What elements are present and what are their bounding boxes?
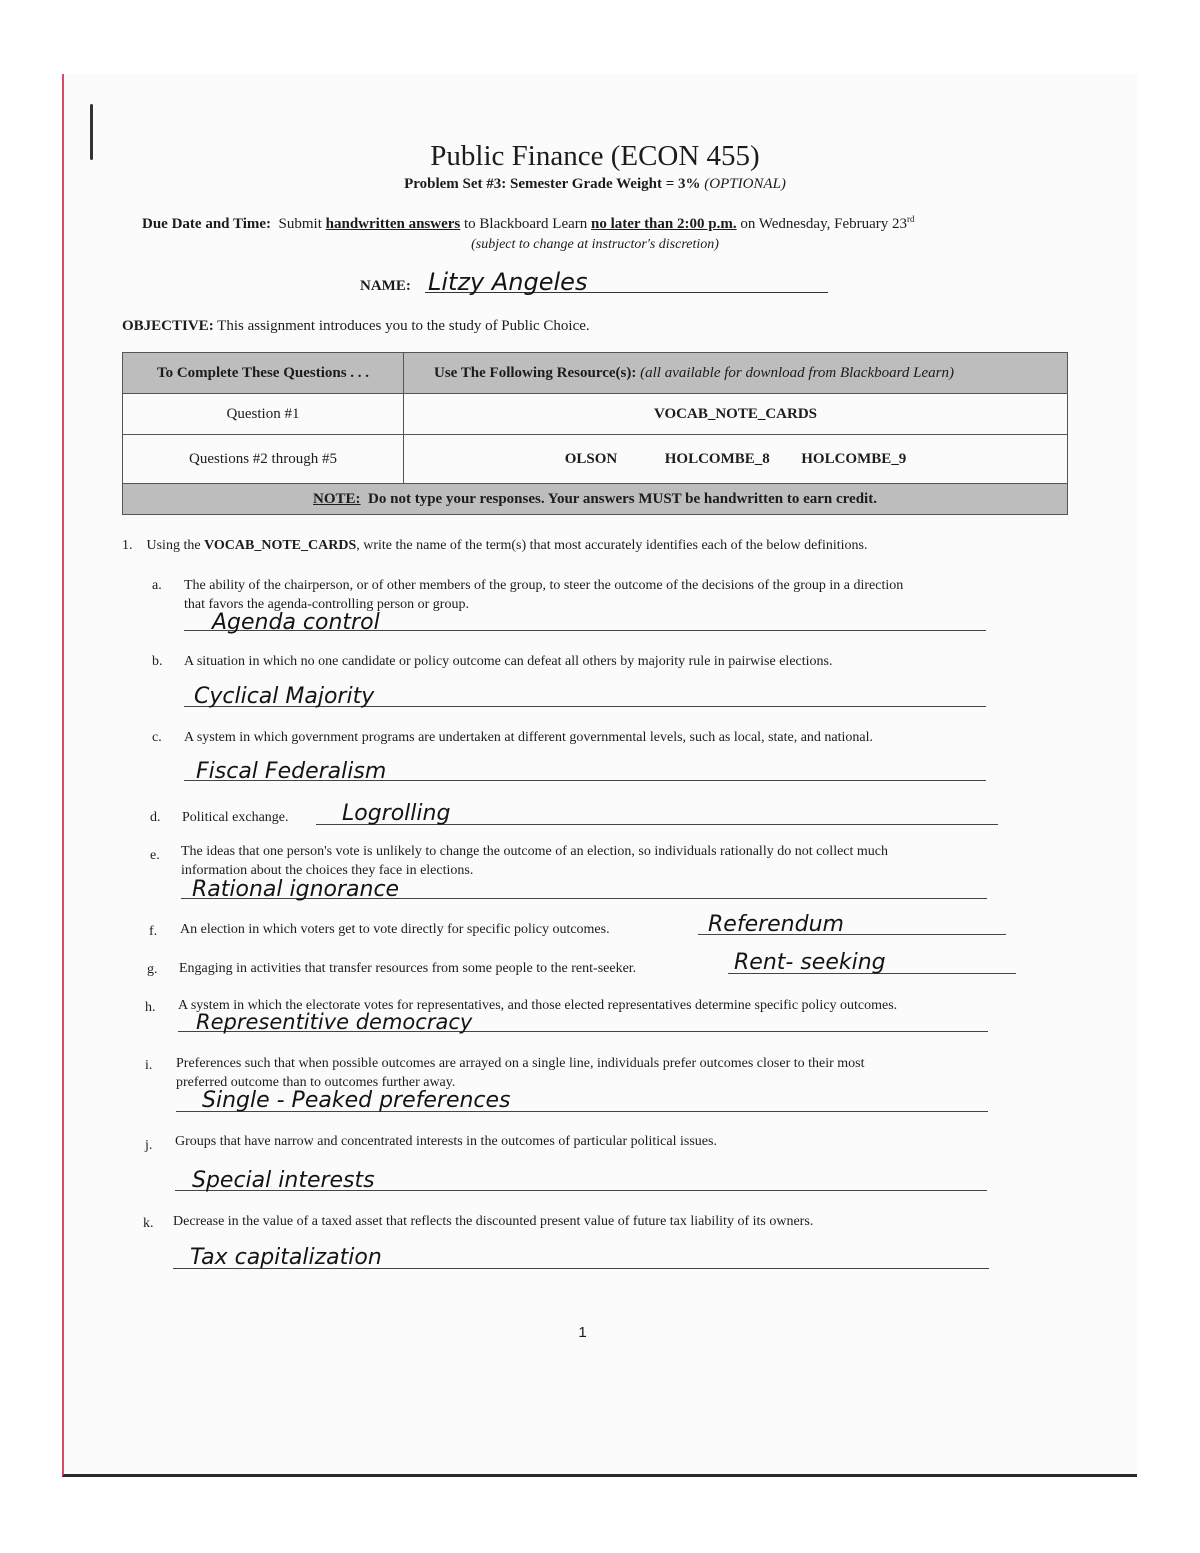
definition-text-cont: information about the choices they face in elections. bbox=[181, 863, 474, 878]
resources-table bbox=[122, 352, 1068, 515]
item-letter: j. bbox=[145, 1138, 153, 1153]
definition-text-cont: that favors the agenda-controlling person or group. bbox=[184, 597, 469, 612]
question-cell: Question #1 bbox=[123, 394, 404, 435]
item-letter: k. bbox=[143, 1216, 154, 1231]
intro-resource-name: VOCAB_NOTE_CARDS bbox=[204, 538, 357, 553]
table-row bbox=[123, 435, 1068, 484]
definition-text: A system in which the electorate votes for representatives, and those elected representatives determine specific policy outcomes. bbox=[178, 998, 898, 1013]
note-label: NOTE: bbox=[313, 490, 361, 507]
due-date-suffix: rd bbox=[907, 214, 915, 224]
due-emphasis-deadline: no later than 2:00 p.m. bbox=[591, 216, 737, 232]
resources-table-header bbox=[123, 353, 1068, 394]
resource-olson: OLSON bbox=[564, 450, 618, 467]
note-cell bbox=[123, 484, 1068, 515]
header-questions-cell: To Complete These Questions . . . bbox=[123, 353, 404, 394]
item-letter: d. bbox=[150, 810, 161, 825]
definition-text: The ability of the chairperson, or of other members of the group, to steer the outcome of the decisions of the group in a direction bbox=[184, 578, 904, 593]
due-date-line bbox=[142, 214, 915, 233]
handwritten-answer: Cyclical Majority bbox=[194, 684, 375, 709]
definition-text: Preferences such that when possible outcomes are arrayed on a single line, individuals prefer outcomes closer to their most bbox=[176, 1056, 865, 1071]
item-letter: b. bbox=[152, 654, 163, 669]
definition-text: Groups that have narrow and concentrated interests in the outcomes of particular political issues. bbox=[175, 1134, 717, 1149]
objective-line bbox=[122, 318, 590, 335]
resource-holcombe-8: HOLCOMBE_8 bbox=[664, 450, 770, 467]
item-letter: h. bbox=[145, 1000, 156, 1015]
definition-text: Political exchange. bbox=[182, 810, 289, 825]
definition-text: An election in which voters get to vote directly for specific policy outcomes. bbox=[180, 922, 610, 937]
resource-cell bbox=[404, 435, 1068, 484]
handwritten-answer: Representitive democracy bbox=[196, 1010, 473, 1034]
due-text-3: on Wednesday, February 23 bbox=[740, 216, 907, 232]
header-resources-label: Use The Following Resource(s): bbox=[434, 364, 637, 381]
handwritten-answer: Fiscal Federalism bbox=[196, 759, 387, 784]
question-cell: Questions #2 through #5 bbox=[123, 435, 404, 484]
objective-text: This assignment introduces you to the study of Public Choice. bbox=[217, 318, 590, 334]
note-text: Do not type your responses. Your answers MUST be handwritten to earn credit. bbox=[368, 490, 877, 507]
question-number: 1. bbox=[122, 538, 133, 553]
due-text-1: Submit bbox=[278, 216, 322, 232]
header-resources-cell bbox=[404, 353, 1068, 394]
definition-text: A system in which government programs are undertaken at different governmental levels, such as local, state, and national. bbox=[184, 730, 874, 745]
due-label: Due Date and Time: bbox=[142, 216, 272, 232]
handwritten-answer: Rent- seeking bbox=[734, 950, 886, 975]
resource-holcombe-9: HOLCOMBE_9 bbox=[801, 450, 907, 467]
name-label: NAME: bbox=[360, 278, 411, 294]
intro-text-2: , write the name of the term(s) that most accurately identifies each of the below definitions. bbox=[356, 538, 868, 553]
handwritten-answer: Single - Peaked preferences bbox=[202, 1088, 511, 1113]
handwritten-answer: Tax capitalization bbox=[190, 1245, 382, 1270]
handwritten-note-row bbox=[123, 484, 1068, 515]
page-number: 1 bbox=[578, 1324, 587, 1341]
definition-text: Engaging in activities that transfer resources from some people to the rent-seeker. bbox=[179, 961, 637, 976]
student-name: Litzy Angeles bbox=[428, 268, 588, 296]
item-letter: a. bbox=[152, 578, 162, 593]
handwritten-answer: Logrolling bbox=[342, 801, 451, 826]
handwritten-answer: Rational ignorance bbox=[192, 877, 400, 902]
definition-text: The ideas that one person's vote is unlikely to change the outcome of an election, so individuals rationally do not collect much bbox=[181, 844, 889, 859]
header-resources-note: (all available for download from Blackboard Learn) bbox=[640, 364, 954, 381]
handwritten-answer: Referendum bbox=[708, 912, 844, 937]
item-letter: f. bbox=[149, 924, 158, 939]
intro-text-1: Using the bbox=[146, 538, 201, 553]
question-1-intro bbox=[122, 538, 867, 554]
page-title: Public Finance (ECON 455) bbox=[430, 140, 760, 172]
item-letter: g. bbox=[147, 962, 158, 977]
item-letter: e. bbox=[150, 848, 160, 863]
definition-text: Decrease in the value of a taxed asset that reflects the discounted present value of future tax liability of its owners. bbox=[173, 1214, 814, 1229]
subject-to-change-note: (subject to change at instructor's discretion) bbox=[471, 237, 719, 252]
resource-cell: VOCAB_NOTE_CARDS bbox=[404, 394, 1068, 435]
table-row bbox=[123, 394, 1068, 435]
item-letter: c. bbox=[152, 730, 162, 745]
objective-label: OBJECTIVE: bbox=[122, 318, 214, 334]
handwritten-answer: Agenda control bbox=[212, 610, 380, 635]
due-text-2: to Blackboard Learn bbox=[463, 216, 588, 232]
problem-set-subtitle bbox=[0, 176, 1190, 193]
definition-text: A situation in which no one candidate or policy outcome can defeat all others by majority rule in pairwise elections. bbox=[184, 654, 833, 669]
handwritten-answer: Special interests bbox=[192, 1168, 375, 1193]
subtitle-text: Problem Set #3: Semester Grade Weight = 3% bbox=[404, 176, 701, 192]
due-emphasis-handwritten: handwritten answers bbox=[325, 216, 461, 232]
item-letter: i. bbox=[145, 1058, 153, 1073]
optional-tag: (OPTIONAL) bbox=[704, 176, 786, 192]
definition-text-cont: preferred outcome than to outcomes further away. bbox=[176, 1075, 456, 1090]
